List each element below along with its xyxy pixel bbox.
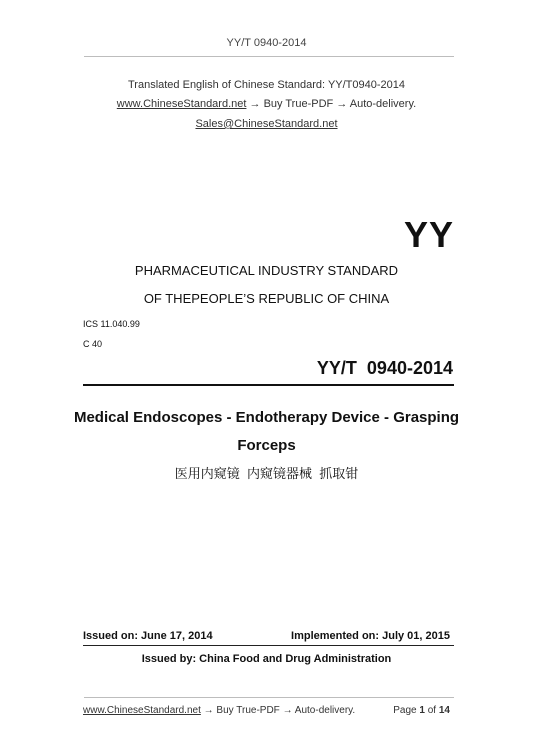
arrow-icon: →: [249, 98, 261, 110]
ccs-code: C 40: [83, 339, 103, 349]
translation-note: Translated English of Chinese Standard: YY/T0940-2014: [127, 79, 405, 91]
of-label: of: [427, 705, 437, 716]
buy-pdf-text: Buy True-PDF: [263, 98, 334, 110]
title-chinese: 医用内窥镜 内窥镜器械 抓取钳: [174, 466, 359, 481]
ics-code: ICS 11.040.99: [83, 319, 140, 329]
industry-line-2: OF THEPEOPLE’S REPUBLIC OF CHINA: [143, 291, 390, 306]
page-indicator: [393, 705, 450, 716]
issued-by: Issued by: China Food and Drug Administration: [141, 653, 392, 665]
industry-line-1: PHARMACEUTICAL INDUSTRY STANDARD: [134, 263, 399, 278]
delivery-line: [0, 98, 533, 110]
arrow-icon: →: [282, 705, 293, 716]
footer-divider: [84, 697, 454, 698]
title-divider: [83, 384, 454, 386]
site-link[interactable]: www.ChineseStandard.net: [116, 98, 247, 110]
standard-mark: YY: [403, 214, 454, 255]
title-line-1: Medical Endoscopes - Endotherapy Device - Grasping: [73, 409, 460, 426]
footer-buy-text: Buy True-PDF: [216, 705, 280, 716]
page-label: Page: [393, 705, 417, 716]
standard-number: YY/T 0940-2014: [316, 358, 453, 378]
header-divider: [84, 56, 454, 57]
issue-divider: [83, 645, 454, 646]
page-total: 14: [438, 705, 450, 716]
footer-auto-text: Auto-delivery.: [294, 705, 356, 716]
arrow-icon: →: [336, 98, 348, 110]
auto-delivery-text: Auto-delivery.: [349, 98, 417, 110]
arrow-icon: →: [203, 705, 214, 716]
title-line-2: Forceps: [237, 437, 296, 454]
footer-delivery-line: [83, 705, 355, 716]
issued-on: Issued on: June 17, 2014: [83, 630, 213, 642]
footer-site-link[interactable]: www.ChineseStandard.net: [83, 705, 201, 716]
page-number: 1: [419, 705, 425, 716]
implemented-on: Implemented on: July 01, 2015: [291, 630, 450, 642]
running-header: YY/T 0940-2014: [226, 37, 307, 49]
email-link[interactable]: Sales@ChineseStandard.net: [195, 118, 338, 130]
